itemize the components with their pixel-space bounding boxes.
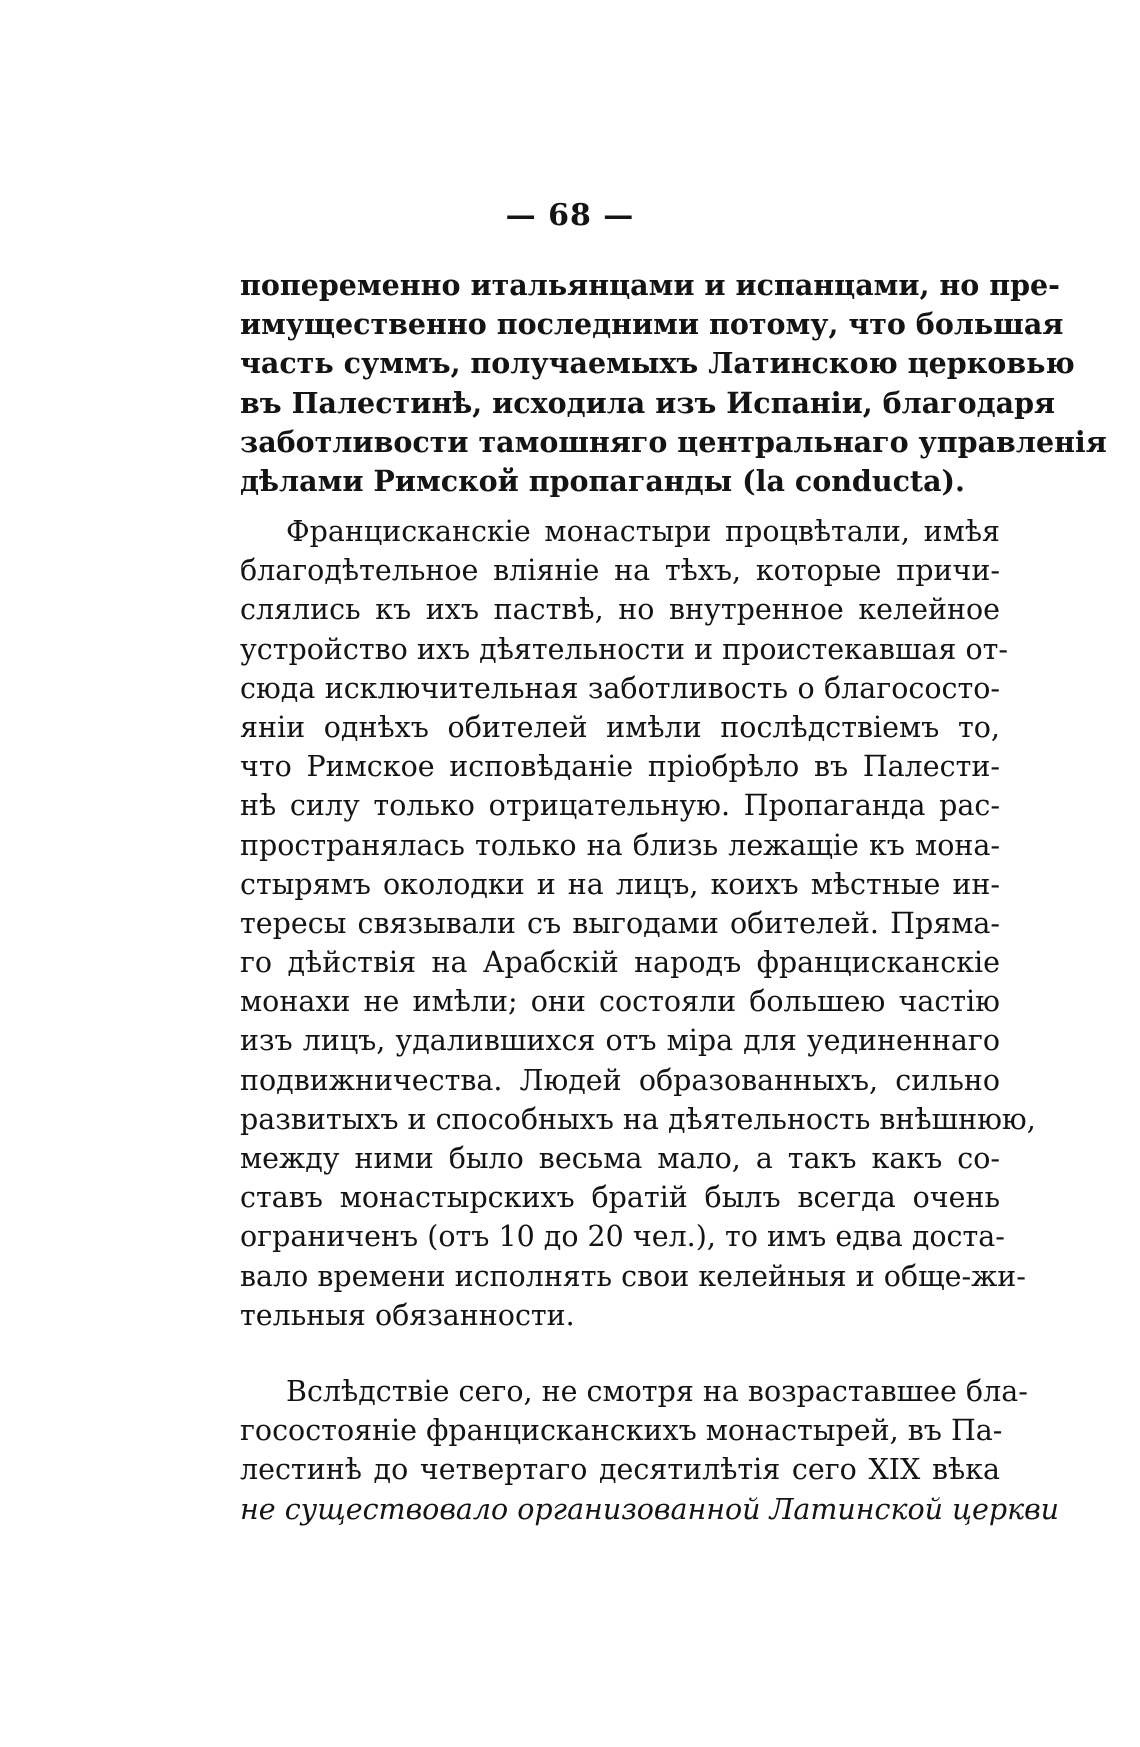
text-line: изъ лицъ, удалившихся отъ міра для уединеннаго	[240, 1024, 1000, 1058]
text-line: лестинѣ до четвертаго десятилѣтія сего XIX вѣка	[240, 1453, 1000, 1487]
paragraph-1	[240, 266, 1107, 501]
text-line: подвижничества. Людей образованныхъ, сильно	[240, 1063, 1000, 1097]
text-line: дѣлами Римской пропаганды (la conducta).	[240, 463, 965, 498]
text-line: вало времени исполнять свои келейныя и обще-жи-	[240, 1259, 1026, 1293]
text-line: госостояніе францисканскихъ монастырей, въ Па-	[240, 1414, 1003, 1448]
text-line: что Римское исповѣданіе пріобрѣло въ Палести-	[240, 750, 1000, 784]
text-line: между ними было весьма мало, а такъ какъ со-	[240, 1142, 1000, 1175]
text-line: имущественно последними потому, что большая	[240, 307, 1064, 342]
text-line: стырямъ околодки и на лицъ, коихъ мѣстные ин-	[240, 867, 1000, 901]
text-line: го дѣйствія на Арабскій народъ францисканскіе	[240, 946, 1000, 980]
text-line: ограниченъ (отъ 10 до 20 чел.), то имъ едва доста-	[240, 1220, 1005, 1254]
text-line: нѣ силу только отрицательную. Пропаганда рас-	[240, 789, 1000, 823]
text-line: заботливости тамошняго центральнаго управленія	[240, 424, 1107, 459]
paragraph-3	[240, 1372, 1060, 1529]
text-line: устройство ихъ дѣятельности и проистекавшая от-	[240, 632, 1009, 666]
text-line: не существовало организованной Латинской церкви	[240, 1492, 1060, 1526]
text-line: монахи не имѣли; они состояли большею частію	[240, 985, 1000, 1019]
page-number: — 68 —	[505, 198, 635, 233]
text-line: сюда исключительная заботливость о благососто-	[240, 671, 1000, 705]
text-line: попеременно итальянцами и испанцами, но пре-	[240, 268, 1060, 302]
text-line: ставъ монастырскихъ братій былъ всегда очень	[240, 1181, 1000, 1215]
text-line: Вслѣдствіе сего, не смотря на возраставшее бла-	[286, 1375, 1028, 1408]
text-line: пространялась только на близь лежащіе къ мона-	[240, 828, 1000, 862]
text-line: яніи однѣхъ обителей имѣли послѣдствіемъ то,	[240, 710, 1000, 744]
text-line: тельныя обязанности.	[240, 1298, 575, 1332]
text-line: благодѣтельное вліяніе на тѣхъ, которые причи-	[240, 554, 1000, 588]
text-line: слялись къ ихъ паствѣ, но внутренное келейное	[240, 593, 1000, 627]
text-line: часть суммъ, получаемыхъ Латинскою церковью	[240, 346, 1075, 381]
paragraph-2	[240, 512, 1036, 1335]
text-line: тересы связывали съ выгодами обителей. Пряма-	[240, 906, 1000, 940]
text-line: развитыхъ и способныхъ на дѣятельность внѣшнюю,	[240, 1102, 1036, 1136]
text-line: Францисканскіе монастыри процвѣтали, имѣя	[286, 515, 1000, 548]
text-line: въ Палестинѣ, исходила изъ Испаніи, благодаря	[240, 385, 1056, 420]
